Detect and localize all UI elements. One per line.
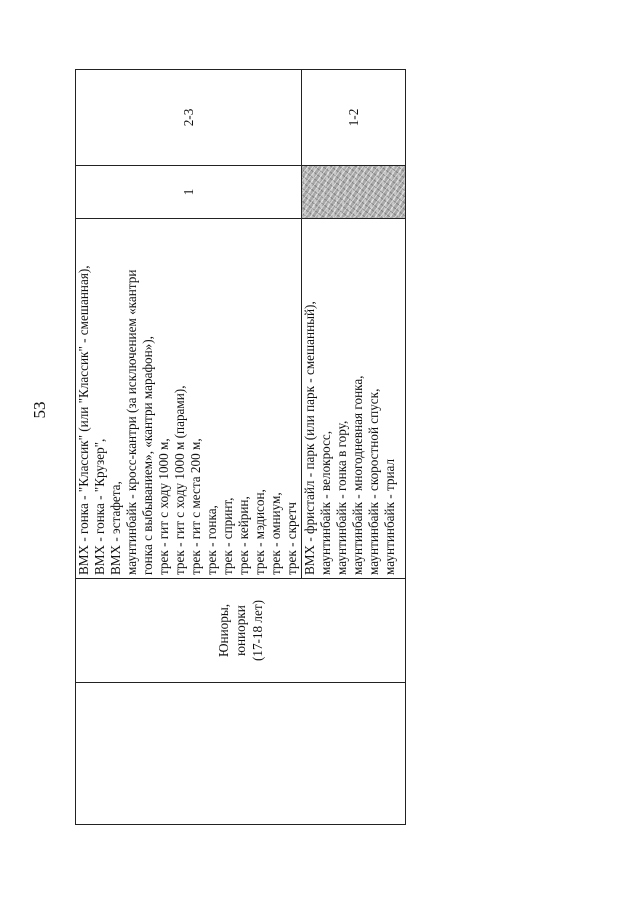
discipline-item: трек - гонка, — [204, 505, 219, 575]
discipline-item: трек - омниум, — [268, 492, 283, 575]
table-row — [76, 70, 302, 825]
discipline-item: маунтинбайк - кросс-кантри (за исключением «кантри — [124, 269, 139, 575]
discipline-item: BMX - гонка - "Крузер", — [92, 438, 107, 575]
classification-table — [75, 69, 406, 825]
discipline-item: маунтинбайк - гонка в гору, — [334, 420, 349, 575]
rotated-table-wrapper — [75, 70, 405, 825]
discipline-list — [302, 219, 398, 578]
discipline-item: трек - мэдисон, — [252, 489, 267, 575]
age-group-line: юниорки — [233, 605, 248, 656]
discipline-item: BMX - гонка - "Классик" (или "Классик" - смешанная), — [76, 265, 91, 575]
discipline-item: маунтинбайк - триал — [382, 458, 397, 575]
disciplines-cell — [302, 219, 406, 579]
discipline-item: трек - спринт, — [220, 497, 235, 575]
disciplines-cell — [76, 219, 302, 579]
discipline-item: трек - кейрин, — [236, 496, 251, 575]
empty-cell — [76, 683, 406, 825]
range-cell: 1-2 — [302, 70, 406, 166]
discipline-item: BMX - фристайл - парк (или парк - смешанный), — [302, 301, 317, 575]
discipline-item: трек - гит с места 200 м, — [188, 438, 203, 575]
age-group-line: Юниоры, — [216, 604, 231, 658]
discipline-item: BMX - эстафета, — [108, 481, 123, 575]
count-cell: 1 — [76, 166, 302, 219]
discipline-item: гонка с выбыванием», «кантри марафон»), — [140, 336, 155, 575]
range-cell: 2-3 — [76, 70, 302, 166]
discipline-item: трек - гит с ходу 1000 м (парами), — [172, 385, 187, 575]
discipline-item: трек - гит с ходу 1000 м, — [156, 438, 171, 575]
discipline-item: маунтинбайк - многодневная гонка, — [350, 375, 365, 575]
discipline-item: маунтинбайк - скоростной спуск, — [366, 388, 381, 575]
discipline-item: маунтинбайк - велокросс, — [318, 430, 333, 575]
discipline-item: трек - скретч — [284, 502, 299, 575]
age-group-line: (17-18 лет) — [250, 599, 265, 662]
page-number: 53 — [30, 401, 49, 419]
age-group-cell — [76, 579, 406, 683]
discipline-list — [76, 219, 300, 578]
shaded-cell — [302, 166, 406, 219]
